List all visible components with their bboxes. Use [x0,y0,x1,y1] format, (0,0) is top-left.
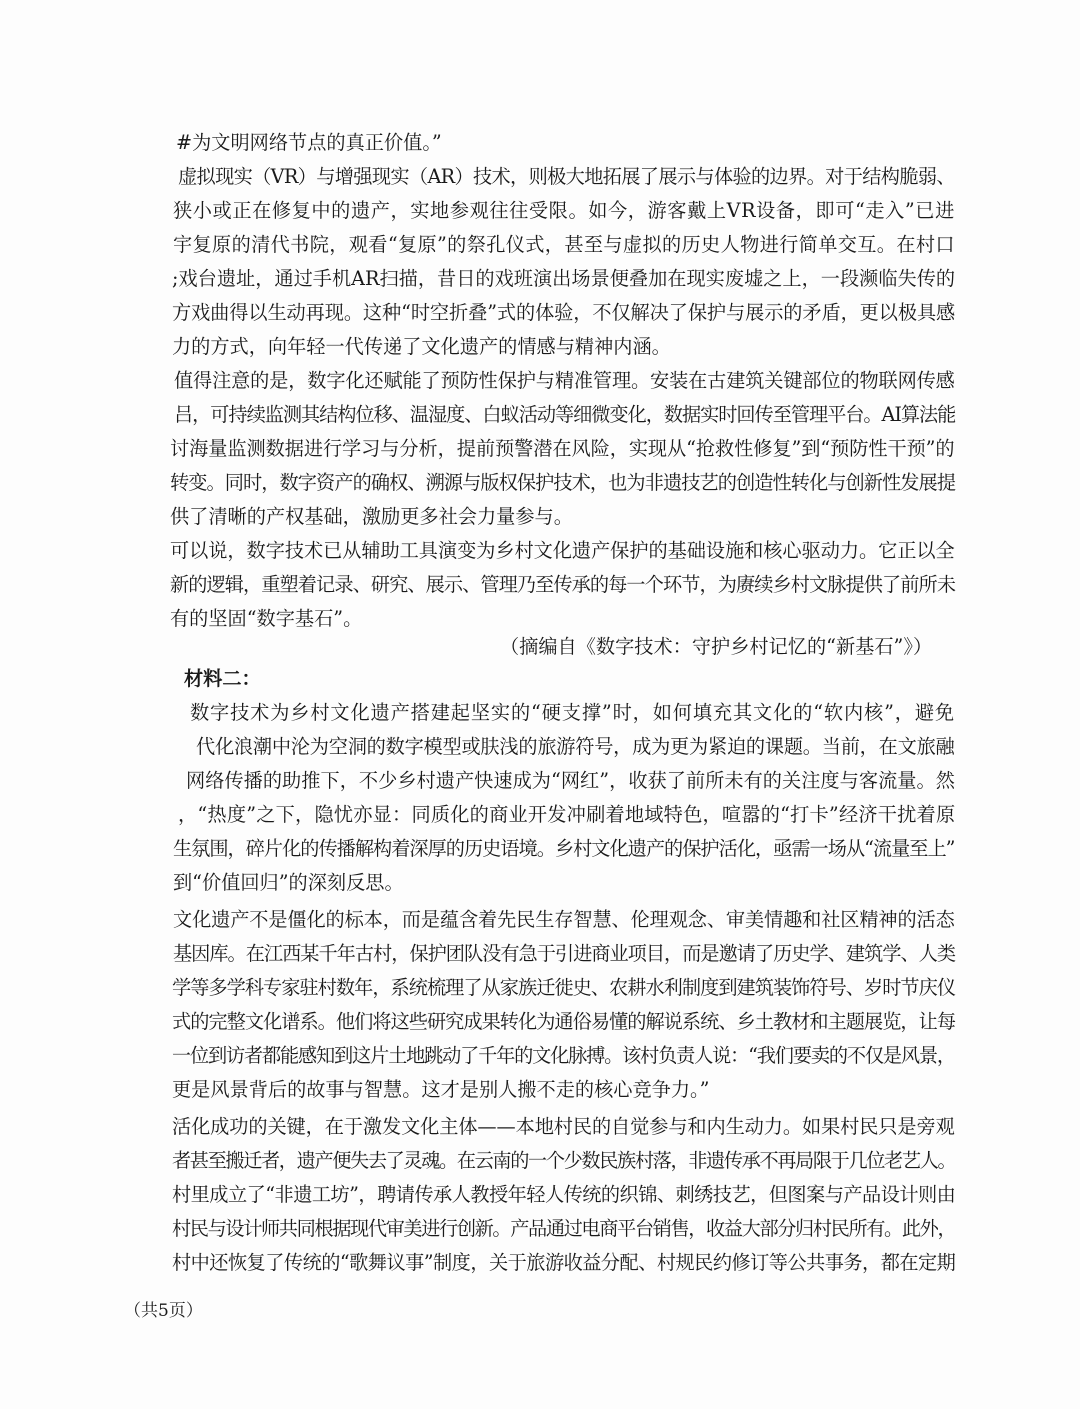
text-line: 有的坚固“数字基石”。 [170,607,363,630]
text-line: 网络传播的助推下，不少乡村遗产快速成为“网红”，收获了前所未有的关注度与客流量。然 [186,769,955,792]
text-line: 虚拟现实（VR）与增强现实（AR）技术，则极大地拓展了展示与体验的边界。对于结构脆弱、 [178,165,955,188]
text-line: 一位到访者都能感知到这片土地跳动了千年的文化脉搏。该村负责人说：“我们要卖的不仅是风景， [172,1044,955,1067]
text-line: 生氛围，碎片化的传播解构着深厚的历史语境。乡村文化遗产的保护活化，亟需一场从“流量至上” [173,837,955,860]
source-citation: （摘编自《数字技术：守护乡村记忆的“新基石”》） [500,635,933,658]
text-line: 村里成立了“非遗工坊”，聘请传承人教授年轻人传统的织锦、刺绣技艺，但图案与产品设计则由 [172,1183,956,1206]
text-line: 宇复原的清代书院，观看“复原”的祭孔仪式，甚至与虚拟的历史人物进行简单交互。在村口 [173,233,955,256]
text-line: 新的逻辑，重塑着记录、研究、展示、管理乃至传承的每一个环节，为赓续乡村文脉提供了前所未 [170,573,956,596]
text-line: 者甚至搬迁者，遗产便失去了灵魂。在云南的一个少数民族村落，非遗传承不再局限于几位老艺人。 [172,1149,956,1172]
text-line: 值得注意的是，数字化还赋能了预防性保护与精准管理。安装在古建筑关键部位的物联网传感 [174,369,955,392]
text-line: 供了清晰的产权基础，激励更多社会力量参与。 [170,505,573,528]
text-line: 式的完整文化谱系。他们将这些研究成果转化为通俗易懂的解说系统、乡土教材和主题展览，让每 [172,1010,956,1033]
page-footer: （共5页） [124,1301,203,1321]
text-line: 村中还恢复了传统的“歌舞议事”制度，关于旅游收益分配、村规民约修订等公共事务，都在定期 [172,1251,956,1274]
text-line: 学等多学科专家驻村数年，系统梳理了从家族迁徙史、农耕水利制度到建筑装饰符号、岁时节庆仪 [172,976,956,999]
text-line: 数字技术为乡村文化遗产搭建起坚实的“硬支撑”时，如何填充其文化的“软内核”，避免 [190,701,955,724]
text-line: ，“热度”之下，隐忧亦显：同质化的商业开发冲刷着地域特色，喧嚣的“打卡”经济干扰着原 [178,803,956,826]
text-line: 狭小或正在修复中的遗产，实地参观往往受限。如今，游客戴上VR设备，即可“走入”已进 [173,199,955,222]
text-line: 力的方式，向年轻一代传递了文化遗产的情感与精神内涵。 [172,335,671,358]
text-line: 讨海量监测数据进行学习与分析，提前预警潜在风险，实现从“抢救性修复”到“预防性干预”的 [170,437,955,460]
text-line: #为文明网络节点的真正价值。” [176,131,442,154]
text-line: 基因库。在江西某千年古村，保护团队没有急于引进商业项目，而是邀请了历史学、建筑学、人类 [173,942,956,965]
text-line: 方戏曲得以生动再现。这种“时空折叠”式的体验，不仅解决了保护与展示的矛盾，更以极具感 [172,301,956,324]
text-line: 活化成功的关键，在于激发文化主体——本地村民的自觉参与和内生动力。如果村民只是旁观 [172,1115,955,1138]
text-line: 代化浪潮中沦为空洞的数字模型或肤浅的旅游符号，成为更为紧迫的课题。当前，在文旅融 [196,735,955,758]
text-line: 村民与设计师共同根据现代审美进行创新。产品通过电商平台销售，收益大部分归村民所有。此外， [172,1217,956,1240]
text-line: 转变。同时，数字资产的确权、溯源与版权保护技术，也为非遗技艺的创造性转化与创新性发展提 [170,471,956,494]
text-line: 更是风景背后的故事与智慧。这才是别人搬不走的核心竞争力。” [172,1078,710,1101]
text-line: 到“价值回归”的深刻反思。 [173,871,404,894]
text-line: 吕，可持续监测其结构位移、温湿度、白蚁活动等细微变化，数据实时回传至管理平台。AI算法能 [174,403,956,426]
text-line: 文化遗产不是僵化的标本，而是蕴含着先民生存智慧、伦理观念、审美情趣和社区精神的活态 [173,908,955,931]
text-line: 可以说，数字技术已从辅助工具演变为乡村文化遗产保护的基础设施和核心驱动力。它正以全 [170,539,955,562]
text-line: ;戏台遗址，通过手机AR扫描，昔日的戏班演出场景便叠加在现实废墟之上，一段濒临失传的 [172,267,956,290]
section-heading: 材料二： [184,667,261,690]
